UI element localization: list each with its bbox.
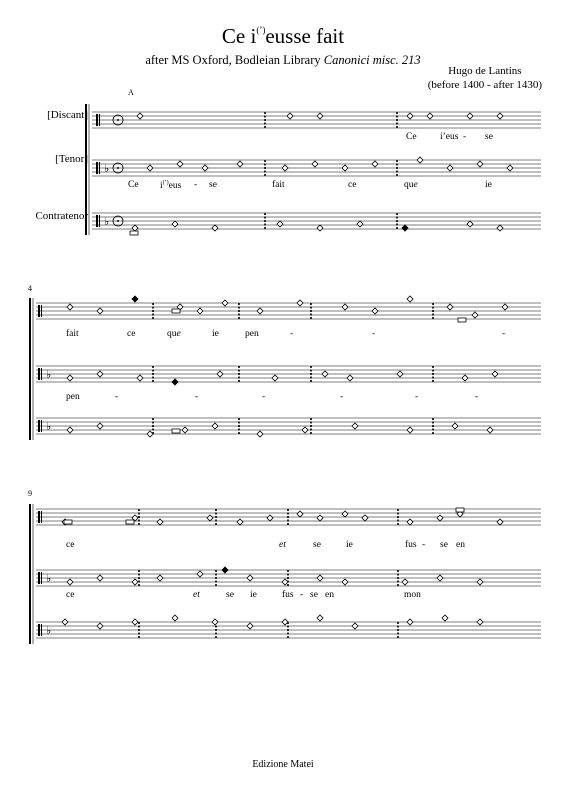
note-head [67,579,73,585]
note-head [97,371,103,377]
note-head [172,379,178,385]
lyric-group: que [404,180,418,190]
lyric: ce [348,180,357,190]
part-label-contratenor: Contratenor [35,210,88,222]
c-clef-icon [38,572,40,584]
note-head [217,371,223,377]
note-head [317,575,323,581]
rehearsal-mark: A [128,88,134,97]
note-head [207,515,213,521]
note-head [437,515,443,521]
note-head [407,619,413,625]
note-head [172,221,178,227]
note-head [147,165,153,171]
note-head [67,304,73,310]
c-clef-icon [41,572,42,584]
lyric: en [456,540,465,550]
note-head [62,619,68,625]
note-head [247,623,253,629]
mensuration-dot [117,119,119,121]
note-head [497,519,503,525]
c-clef-icon [38,368,40,380]
lyric: se [226,590,234,600]
lyric: ce [127,329,136,339]
lyric: se [440,540,448,550]
composer-name: Hugo de Lantins [448,65,522,77]
flat-icon: ♭ [104,162,110,175]
flat-icon: ♭ [46,368,52,381]
c-clef-icon [99,162,100,174]
note-head [197,571,203,577]
breve-note [456,508,464,512]
note-head [282,165,288,171]
lyric: - [290,329,294,339]
note-head [372,161,378,167]
note-head [407,427,413,433]
note-head [277,221,283,227]
note-head [402,579,408,585]
lyric: se [209,180,217,190]
note-head [352,623,358,629]
lyric: ie [212,329,219,339]
note-head [97,623,103,629]
lyric: et [279,540,286,550]
note-head [452,423,458,429]
source-subtitle: after MS Oxford, Bodleian Library Canonici misc. 213 [145,53,421,67]
breve-note [458,318,466,322]
note-head [397,371,403,377]
page-title: Ce i(’)eusse fait [221,24,345,48]
note-head [282,619,288,625]
note-head [222,567,228,573]
c-clef-icon [96,215,98,227]
lyric: se [485,132,493,142]
lyric: en [325,590,334,600]
note-head [342,579,348,585]
note-head [317,615,323,621]
note-head [497,225,503,231]
note-head [267,515,273,521]
lyric: ie [485,180,492,190]
note-head [257,431,263,437]
note-head [362,515,368,521]
note-head [137,375,143,381]
note-head [447,304,453,310]
c-clef-icon [41,624,42,636]
lyric: ie [346,540,353,550]
note-head [342,511,348,517]
lyric: ie [250,590,257,600]
note-head [372,308,378,314]
note-head [67,375,73,381]
c-clef-icon [41,305,42,317]
lyric: - [340,392,344,402]
lyric: - [115,392,119,402]
flat-icon: ♭ [104,215,110,228]
lyric-group: que [167,329,181,339]
part-label-discant: [Discant] [47,109,88,121]
note-head [357,221,363,227]
c-clef-icon [99,215,100,227]
note-head [257,308,263,314]
note-head [132,579,138,585]
lyric: - [194,180,198,190]
note-head [317,113,323,119]
c-clef-icon [38,420,40,432]
note-head [197,308,203,314]
note-head [317,225,323,231]
note-head [322,371,328,377]
lyric: ce [66,590,75,600]
breve-note [126,520,134,524]
breve-note [172,429,180,433]
lyric: - [422,540,426,550]
lyric: - [372,329,376,339]
lyric: fus [282,590,294,600]
note-head [417,157,423,163]
note-head [427,113,433,119]
note-head [467,113,473,119]
breve-note [130,231,138,235]
lyric: Ce [128,180,139,190]
lyric: fait [66,329,79,339]
note-head [407,296,413,302]
note-head [67,427,73,433]
note-head [407,519,413,525]
note-head [97,423,103,429]
lyric: - [195,392,199,402]
c-clef-icon [41,511,42,523]
note-head [447,165,453,171]
note-head [317,515,323,521]
note-head [297,300,303,306]
note-head [342,165,348,171]
note-head [502,304,508,310]
lyric: mon [404,590,421,600]
note-head [202,165,208,171]
lyric: - [475,392,479,402]
mensuration-dot [117,220,119,222]
note-head [147,431,153,437]
note-head [222,300,228,306]
lyric: - [300,590,304,600]
note-head [472,312,478,318]
note-head [157,575,163,581]
flat-icon: ♭ [46,624,52,637]
note-head [477,619,483,625]
note-head [347,375,353,381]
note-head [132,225,138,231]
note-head [237,519,243,525]
note-head [497,113,503,119]
part-label-tenor: [Tenor] [55,153,88,165]
lyric: pen [245,329,259,339]
note-head [442,615,448,621]
note-head [97,575,103,581]
note-head [237,161,243,167]
flat-icon: ♭ [46,420,52,433]
note-head [177,161,183,167]
breve-note [172,309,180,313]
lyric: ce [66,540,75,550]
measure-number-9: 9 [28,489,32,498]
note-head [477,161,483,167]
lyric: Ce [406,132,417,142]
lyric: - [415,392,419,402]
note-head [172,615,178,621]
c-clef-icon [38,624,40,636]
note-head [137,113,143,119]
measure-number-4: 4 [28,284,32,293]
note-head [97,308,103,314]
note-head [492,371,498,377]
flat-icon: ♭ [46,572,52,585]
c-clef-icon [41,368,42,380]
note-head [212,423,218,429]
lyric: - [502,329,506,339]
note-head [342,304,348,310]
note-head [212,619,218,625]
note-head [287,113,293,119]
note-head [477,579,483,585]
note-head [302,427,308,433]
c-clef-icon [38,511,40,523]
note-head [247,575,253,581]
lyric: i’eus [440,132,459,142]
note-head [182,427,188,433]
note-head [352,423,358,429]
note-head [132,619,138,625]
composer-dates: (before 1400 - after 1430) [427,79,542,91]
breve-note [64,520,72,524]
note-head [297,511,303,517]
lyric: pen [66,392,80,402]
lyric: - [262,392,266,402]
c-clef-icon [96,114,98,126]
note-head [132,296,138,302]
c-clef-icon [41,420,42,432]
lyric: se [310,590,318,600]
lyric: se [313,540,321,550]
lyric: fus [405,540,417,550]
lyric: - [463,132,467,142]
note-head [467,221,473,227]
note-head [282,579,288,585]
c-clef-icon [96,162,98,174]
note-head [312,161,318,167]
note-head [507,165,513,171]
c-clef-icon [99,114,100,126]
note-head [462,375,468,381]
note-head [407,113,413,119]
lyric: et [193,590,200,600]
publisher-footer: Edizione Matei [252,759,314,770]
mensuration-dot [117,167,119,169]
note-head [402,225,408,231]
note-head [272,375,278,381]
c-clef-icon [38,305,40,317]
lyric: fait [272,180,285,190]
note-head [212,225,218,231]
note-head [437,575,443,581]
lyric-group: i(’)eus [160,180,182,191]
note-head [157,519,163,525]
note-head [487,427,493,433]
